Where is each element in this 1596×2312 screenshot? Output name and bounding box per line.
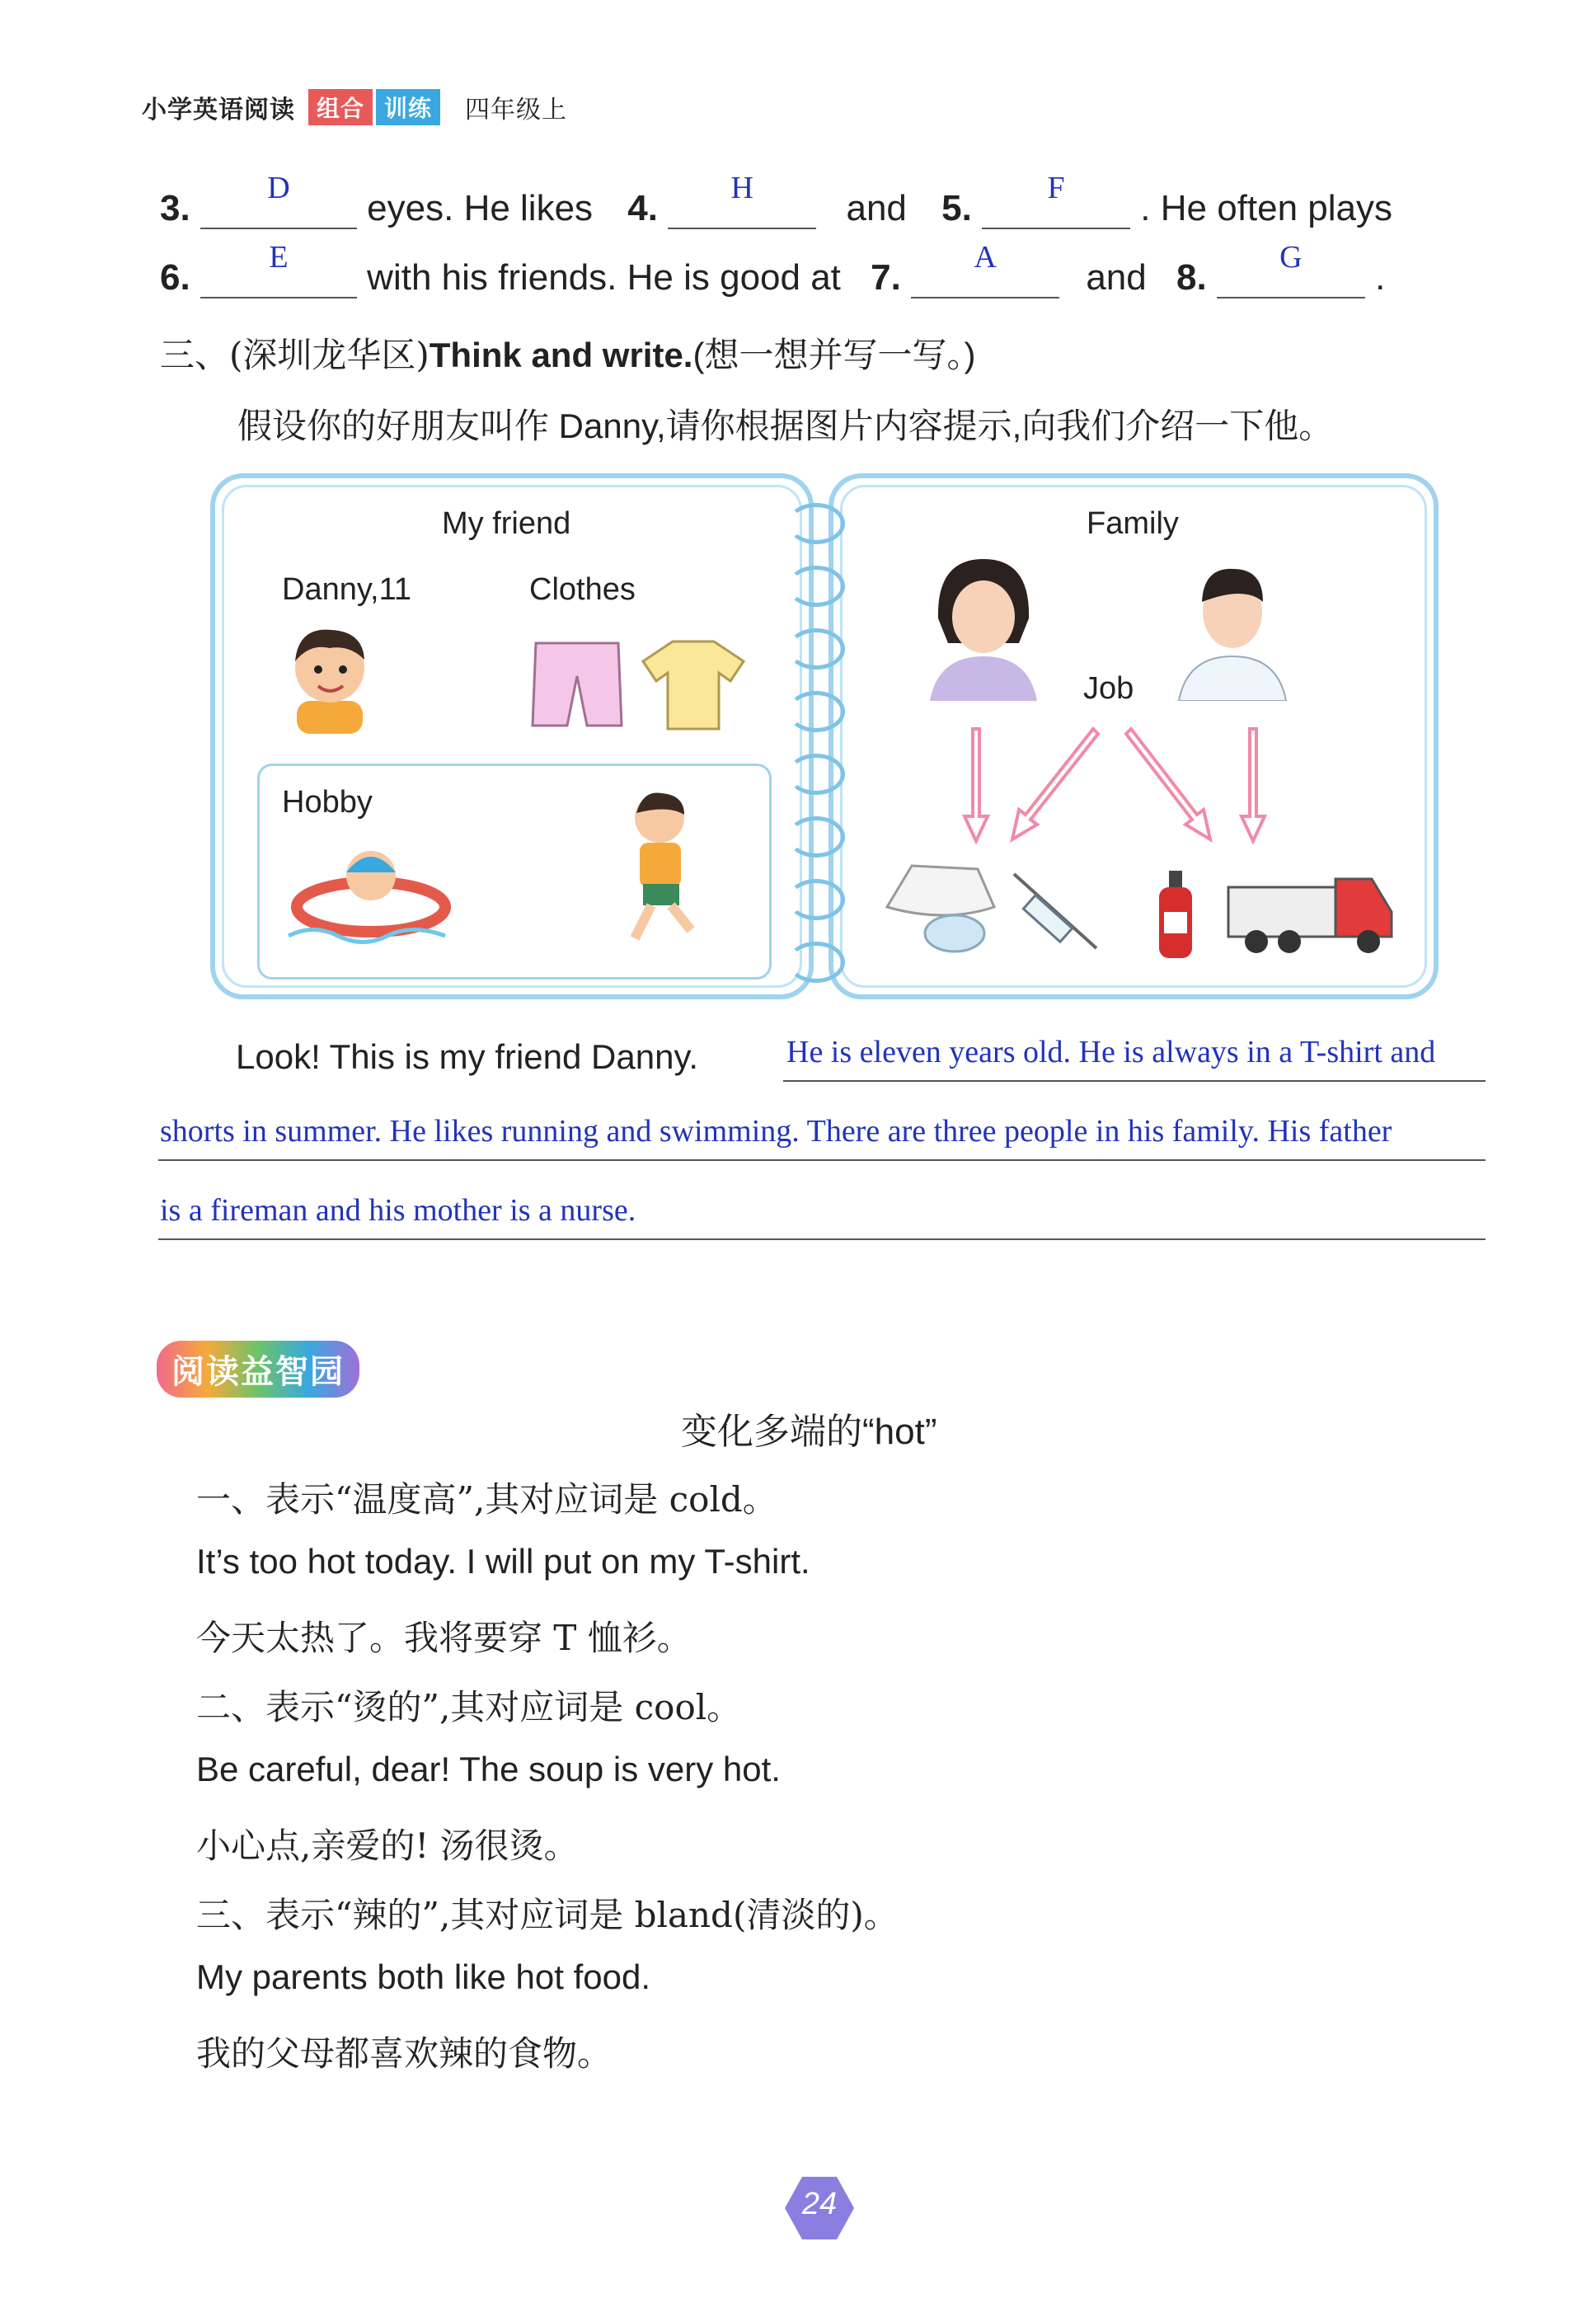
answer-7: A [974, 240, 997, 275]
fill-line-1 [160, 171, 1489, 229]
essay-answer-line-3[interactable]: is a fireman and his mother is a nurse. [160, 1193, 636, 1228]
binder-rings [787, 503, 845, 983]
nurse-cap-mask-icon [879, 858, 1002, 956]
sentence-text: and [846, 188, 907, 228]
clothes-label: Clothes [529, 572, 636, 607]
item-number: 5. [941, 188, 972, 228]
swimming-icon [280, 833, 462, 948]
reading-line: 我的父母都喜欢辣的食物。 [196, 2033, 613, 2074]
item-number: 4. [627, 188, 658, 228]
book-title: 小学英语阅读 [142, 96, 295, 124]
essay-answer-line-2[interactable]: shorts in summer. He likes running and swimming. There are three people in his family. His father [160, 1114, 1392, 1149]
section-heading-cn: (想一想并写一写。) [692, 336, 976, 374]
tag-training: 训练 [376, 89, 440, 125]
sentence-text: . [1375, 257, 1386, 298]
sentence-text: with his friends. He is good at [367, 257, 841, 298]
friend-name-age: Danny,11 [282, 572, 412, 607]
sentence-text: eyes. He likes [367, 188, 594, 228]
panel-title-family: Family [1087, 506, 1179, 541]
item-number: 8. [1176, 257, 1207, 298]
reading-title: 变化多端的“hot” [681, 1412, 937, 1452]
section-instruction: 假设你的好朋友叫作 Danny,请你根据图片内容提示,向我们介绍一下他。 [237, 406, 1334, 445]
reading-line: 二、表示“烫的”,其对应词是 cool。 [196, 1687, 742, 1727]
page-number: 24 [801, 2187, 838, 2221]
fire-truck-icon [1223, 871, 1396, 956]
hobby-label: Hobby [282, 785, 373, 820]
section-heading: Think and write. [429, 336, 693, 374]
fill-line-2 [160, 240, 1489, 298]
answer-3: D [267, 171, 290, 205]
item-number: 3. [160, 188, 190, 228]
answer-blank-3[interactable] [200, 171, 357, 229]
job-arrows [940, 726, 1286, 849]
reading-line: It’s too hot today. I will put on my T-shirt. [196, 1542, 810, 1581]
reading-line: 小心点,亲爱的! 汤很烫。 [196, 1826, 579, 1866]
shorts-icon [528, 635, 627, 734]
writing-line [158, 1238, 1486, 1240]
answer-6: E [269, 240, 289, 275]
job-label: Job [1083, 671, 1134, 706]
reading-line: My parents both like hot food. [196, 1957, 650, 1996]
syringe-icon [1006, 866, 1105, 956]
essay-answer-line-1[interactable]: He is eleven years old. He is always in a T-shirt and [786, 1035, 1436, 1069]
item-number: 6. [160, 257, 190, 298]
reading-line: Be careful, dear! The soup is very hot. [196, 1750, 781, 1788]
reading-line: 今天太热了。我将要穿 T 恤衫。 [196, 1618, 692, 1658]
reading-line: 一、表示“温度高”,其对应词是 cold。 [196, 1479, 777, 1520]
father-icon [1171, 552, 1294, 701]
answer-blank-4[interactable] [668, 171, 816, 229]
danny-avatar [280, 618, 379, 734]
tshirt-icon [640, 635, 747, 734]
writing-line [783, 1080, 1486, 1082]
reading-line: 三、表示“辣的”,其对应词是 bland(清淡的)。 [196, 1895, 899, 1935]
answer-blank-5[interactable] [982, 171, 1130, 229]
writing-line [158, 1159, 1486, 1161]
fire-extinguisher-icon [1151, 862, 1200, 961]
answer-5: F [1047, 171, 1065, 205]
panel-title-friend: My friend [442, 506, 571, 541]
answer-8: G [1279, 240, 1303, 275]
running-icon [602, 785, 717, 958]
section-source: 三、(深圳龙华区) [160, 335, 430, 375]
item-number: 7. [871, 257, 901, 298]
answer-4: H [730, 171, 753, 205]
grade-label: 四年级上 [465, 96, 568, 124]
reading-corner-badge: 阅读益智园 [157, 1341, 359, 1398]
section-title [160, 328, 975, 378]
mother-icon [922, 552, 1045, 701]
answer-blank-6[interactable] [200, 240, 357, 298]
sentence-text: . He often plays [1140, 188, 1393, 228]
answer-blank-7[interactable] [911, 240, 1059, 298]
tag-combo: 组合 [308, 89, 373, 125]
book-header [142, 89, 567, 125]
sentence-text: and [1086, 257, 1147, 298]
answer-blank-8[interactable] [1217, 240, 1365, 298]
essay-lead: Look! This is my friend Danny. [236, 1037, 699, 1076]
